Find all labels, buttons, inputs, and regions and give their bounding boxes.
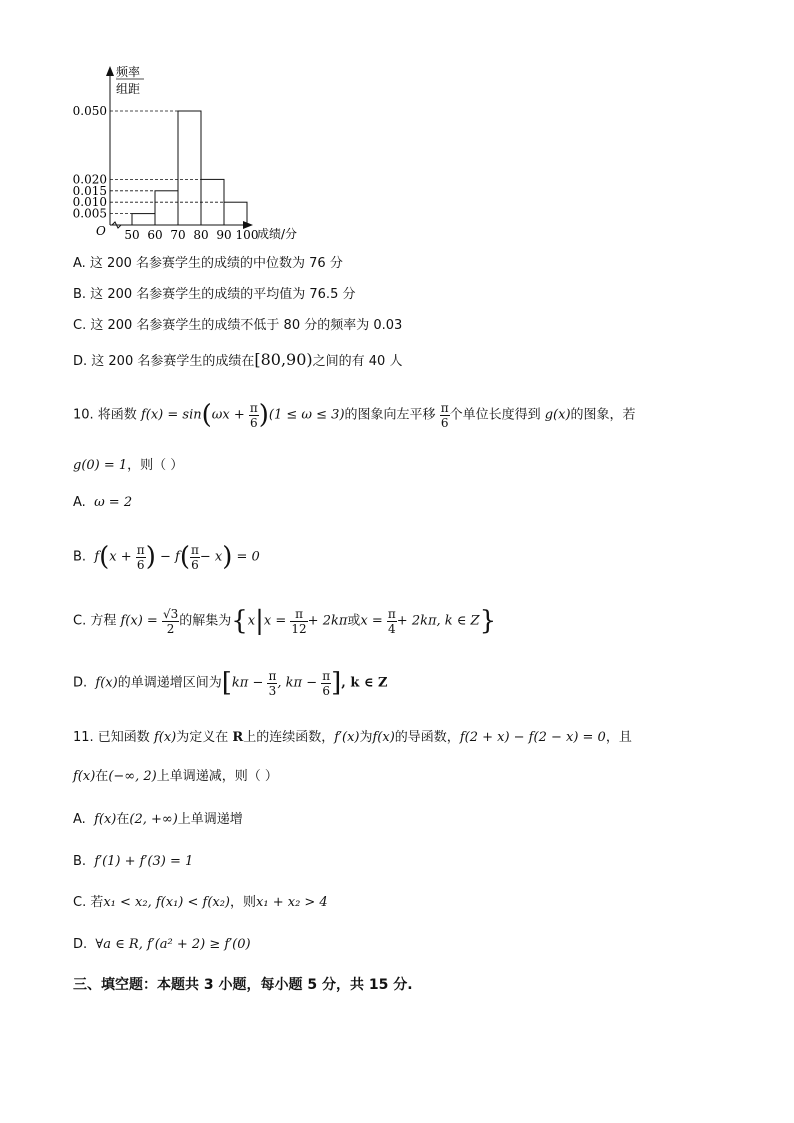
c-plus2: + 2kπ, k ∈ Z xyxy=(396,613,480,629)
q11-c-t: ，则 xyxy=(230,895,257,910)
option-label: D. xyxy=(73,937,88,952)
d-text: 的单调递增区间为 xyxy=(117,675,222,691)
d-fx: f(x) xyxy=(95,675,118,691)
frac-pi-6 xyxy=(190,543,200,572)
q11-option-b xyxy=(73,852,193,872)
q11-t2: 上的连续函数， xyxy=(243,730,335,745)
option-label: C. 方程 xyxy=(73,613,117,629)
d-comma: , kπ − xyxy=(277,675,318,691)
frac-den: 6 xyxy=(191,557,199,572)
x-tick-label: 60 xyxy=(147,228,163,242)
frac-num: √3 xyxy=(162,606,179,621)
frac-den: 2 xyxy=(166,621,175,636)
c-plus1: + 2kπ xyxy=(307,613,348,629)
y-label-bottom: 组距 xyxy=(116,82,141,96)
q10-cond: (1 ≤ ω ≤ 3) xyxy=(268,407,345,423)
frac-pi-12 xyxy=(290,607,307,636)
q10-g0: g(0) = 1 xyxy=(73,458,128,473)
q11-a-t1: 在 xyxy=(116,812,130,827)
q10-frac-shift xyxy=(440,401,450,430)
section-heading-fill-in: 三、填空题：本题共 3 小题，每小题 5 分，共 15 分. xyxy=(73,977,413,993)
option-label: A. xyxy=(73,495,86,510)
set-bar: | xyxy=(255,606,264,636)
origin-label: O xyxy=(96,224,106,238)
histogram-bar xyxy=(155,191,178,225)
q11-l2-t2: 上单调递减，则（ ） xyxy=(156,769,278,784)
right-paren: ) xyxy=(145,542,156,572)
c-fx: f(x) = xyxy=(120,613,158,629)
right-paren: ) xyxy=(222,542,233,572)
frac-num: π xyxy=(440,400,449,415)
option-label: B. xyxy=(73,854,87,869)
x-tick-label: 50 xyxy=(124,228,140,242)
frac-pi-6 xyxy=(321,669,331,698)
x-tick-label: 100 xyxy=(235,228,259,242)
c-or: 或 xyxy=(347,613,361,629)
frac-num: π xyxy=(268,668,277,683)
frac-den: 6 xyxy=(322,683,330,698)
q10-gx: g(x) xyxy=(544,407,571,423)
q11-c-math2: x₁ + x₂ > 4 xyxy=(256,895,328,910)
y-axis-arrow xyxy=(106,66,114,76)
q9-d-interval: [80,90) xyxy=(254,350,313,369)
c-eq2: x = xyxy=(360,613,383,629)
option-label: A. xyxy=(73,812,86,827)
q10-t3: 的图象，若 xyxy=(570,407,636,423)
left-brace: { xyxy=(231,606,248,636)
q11-option-d xyxy=(73,935,251,955)
frac-sqrt3-2 xyxy=(162,607,179,636)
q11-fpx: f′(x) xyxy=(334,730,360,745)
f-symbol: f xyxy=(94,549,100,565)
frac-den: 3 xyxy=(268,683,277,698)
minus-f: − f xyxy=(155,549,180,565)
q11-b-math: f′(1) + f′(3) = 1 xyxy=(94,854,194,869)
frac-den: 12 xyxy=(291,621,307,636)
frac-pi-3 xyxy=(267,669,277,698)
q9-option-c: C. 这 200 名参赛学生的成绩不低于 80 分的频率为 0.03 xyxy=(73,318,403,333)
frac-num: π xyxy=(190,542,199,557)
option-label: C. 若 xyxy=(73,895,104,910)
q11-c-math1: x₁ < x₂, f(x₁) < f(x₂) xyxy=(103,895,231,910)
x-tick-label: 90 xyxy=(216,228,232,242)
frac-den: 6 xyxy=(250,415,258,430)
q11-stem-line2 xyxy=(73,767,278,787)
q11-a-int: (2, +∞) xyxy=(129,812,178,827)
q11-stem-line1 xyxy=(73,728,632,748)
frac-num: π xyxy=(249,400,258,415)
x-tick-label: 80 xyxy=(193,228,209,242)
right-bracket: ] xyxy=(331,668,342,698)
left-paren: ( xyxy=(179,542,190,572)
q10-stem-line2 xyxy=(73,456,183,476)
q11-l2-int: (−∞, 2) xyxy=(108,769,157,784)
q10-stem-line1 xyxy=(73,398,636,433)
option-label: B. xyxy=(73,549,87,565)
eq-zero: = 0 xyxy=(232,549,260,565)
q9-option-d xyxy=(73,350,402,372)
frac-num: π xyxy=(387,606,396,621)
q10-option-c xyxy=(73,604,496,639)
q10-frac-pi-6 xyxy=(249,401,259,430)
frac-pi-4 xyxy=(387,607,397,636)
q10-option-b xyxy=(73,540,260,575)
q11-a-t2: 上单调递增 xyxy=(177,812,243,827)
frac-pi-6 xyxy=(136,543,146,572)
q11-l2-t1: 在 xyxy=(95,769,109,784)
histogram-bar xyxy=(178,111,201,225)
right-brace: } xyxy=(479,606,497,636)
q11-cond: f(2 + x) − f(2 − x) = 0 xyxy=(459,730,606,745)
q11-option-c xyxy=(73,893,328,913)
b-arg2: − x xyxy=(199,549,223,565)
frequency-histogram xyxy=(60,58,320,248)
histogram-bar xyxy=(132,214,155,225)
q10-option-d xyxy=(73,666,388,701)
d-kz: , k ∈ Z xyxy=(341,675,388,691)
q9-option-a: A. 这 200 名参赛学生的成绩的中位数为 76 分 xyxy=(73,256,343,271)
q11-a-fx: f(x) xyxy=(94,812,117,827)
x-tick-label: 70 xyxy=(170,228,186,242)
q10-arg: ωx + xyxy=(211,407,245,423)
q11-t4: 的导函数， xyxy=(394,730,460,745)
option-label: D. xyxy=(73,675,88,691)
left-paren: ( xyxy=(99,542,110,572)
q11-t3: 为 xyxy=(359,730,373,745)
c-text: 的解集为 xyxy=(179,613,232,629)
q9-d-pre: D. 这 200 名参赛学生的成绩在 xyxy=(73,354,255,369)
q11-R: R xyxy=(232,730,244,745)
q9-d-post: 之间的有 40 人 xyxy=(312,354,403,369)
frac-num: π xyxy=(322,668,331,683)
frac-den: 6 xyxy=(440,415,449,430)
q11-fx: f(x) xyxy=(153,730,177,745)
q10-t2: 个单位长度得到 xyxy=(449,407,541,423)
y-tick-label: 0.010 xyxy=(72,195,107,210)
q10-question: ，则（ ） xyxy=(127,458,184,473)
frac-num: π xyxy=(290,607,307,622)
left-bracket: [ xyxy=(221,668,232,698)
frac-den: 6 xyxy=(136,557,145,572)
y-label-top: 频率 xyxy=(116,65,141,79)
q11-number: 11. 已知函数 xyxy=(73,730,150,745)
frac-num: π xyxy=(136,542,145,557)
q11-d-math: ∀a ∈ R, f′(a² + 2) ≥ f′(0) xyxy=(95,937,251,952)
q10-func: f(x) = sin xyxy=(140,407,202,423)
x-axis-label: 成绩/分 xyxy=(257,227,298,241)
right-paren: ) xyxy=(258,400,269,430)
q10-a-math: ω = 2 xyxy=(94,495,133,510)
q11-l2-fx: f(x) xyxy=(73,769,96,784)
y-tick-label: 0.050 xyxy=(72,104,107,118)
q10-option-a xyxy=(73,493,132,513)
y-tick-label: 0.005 xyxy=(72,206,107,221)
left-paren: ( xyxy=(201,400,212,430)
q11-t5: ，且 xyxy=(605,730,632,745)
b-arg1: x + xyxy=(109,549,132,565)
d-kpi1: kπ − xyxy=(231,675,264,691)
q11-t1: 为定义在 xyxy=(176,730,229,745)
q11-option-a xyxy=(73,810,243,830)
y-tick-label: 0.020 xyxy=(72,172,107,187)
q9-option-b: B. 这 200 名参赛学生的成绩的平均值为 76.5 分 xyxy=(73,287,356,302)
q10-t1: 的图象向左平移 xyxy=(344,407,436,423)
c-eq1: x = xyxy=(263,613,287,629)
frac-den: 4 xyxy=(388,621,396,636)
y-tick-label: 0.015 xyxy=(72,183,107,198)
set-var: x xyxy=(247,613,256,629)
q11-fx2: f(x) xyxy=(372,730,395,745)
q10-number: 10. 将函数 xyxy=(73,407,137,423)
